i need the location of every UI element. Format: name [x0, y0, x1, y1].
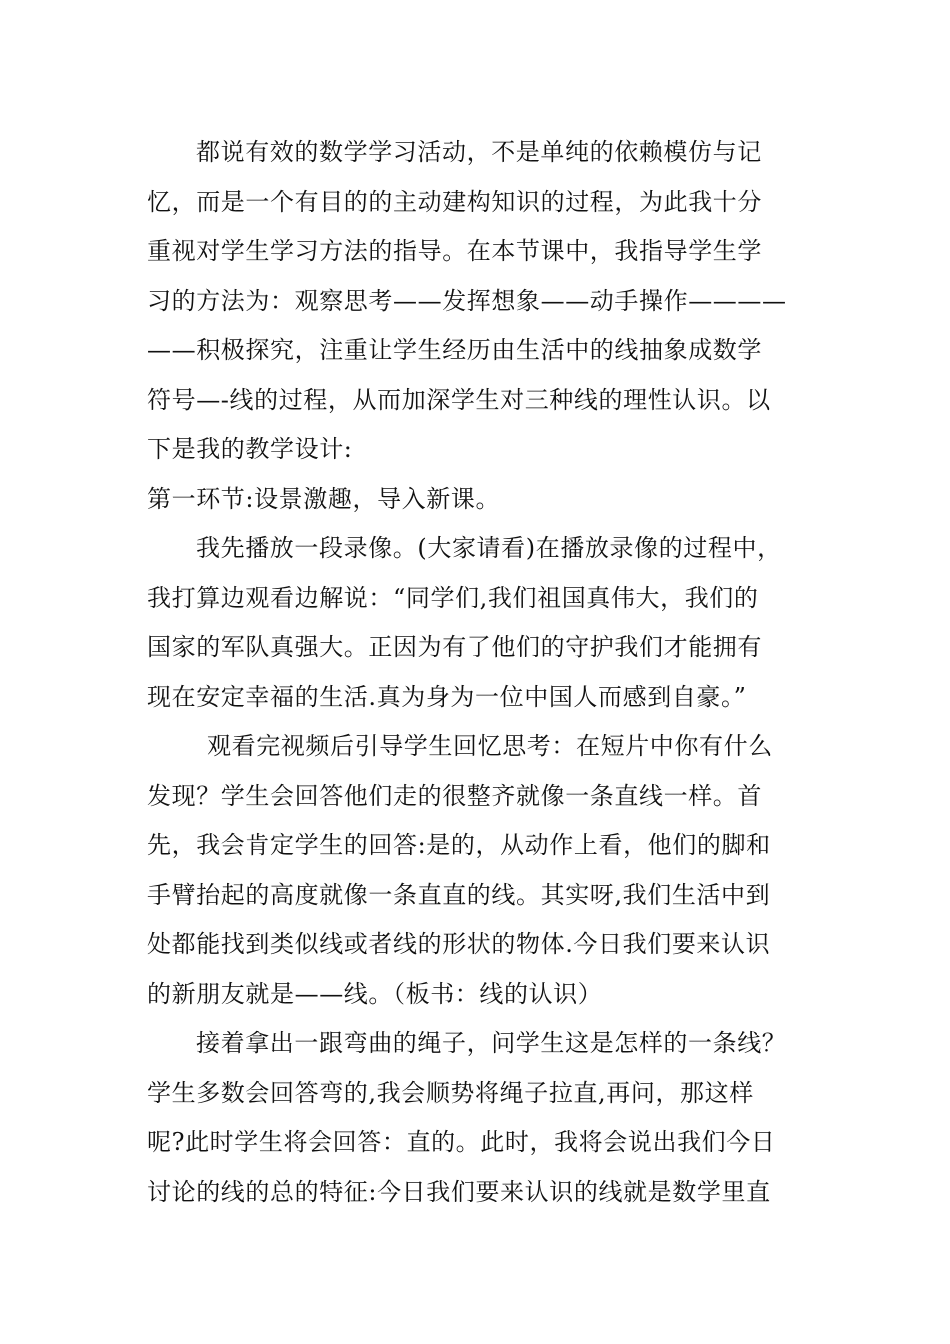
text-line: 手臂抬起的高度就像一条直直的线。其实呀,我们生活中到 [147, 880, 771, 909]
document-body [147, 128, 807, 1217]
text-line: 观看完视频后引导学生回忆思考：在短片中你有什么 [207, 732, 773, 760]
text-line: 忆，而是一个有目的的主动建构知识的过程，为此我十分 [147, 187, 762, 216]
text-line: 习的方法为：观察思考——发挥想象——动手操作———— [147, 286, 787, 315]
text-line: 讨论的线的总的特征:今日我们要来认识的线就是数学里直 [147, 1177, 771, 1206]
text-line: 先，我会肯定学生的回答:是的，从动作上看，他们的脚和 [147, 831, 771, 859]
text-line: 重视对学生学习方法的指导。在本节课中，我指导学生学 [147, 237, 762, 265]
text-line: 接着拿出一跟弯曲的绳子，问学生这是怎样的一条线？ [196, 1029, 787, 1057]
text-line: 我先播放一段录像。(大家请看)在播放录像的过程中， [196, 534, 782, 562]
text-line: 呢?此时学生将会回答：直的。此时，我将会说出我们今日 [147, 1128, 776, 1156]
text-line: 符号—-线的过程，从而加深学生对三种线的理性认识。以 [147, 385, 771, 414]
text-line: 下是我的教学设计: [147, 435, 353, 463]
text-line: 国家的军队真强大。正因为有了他们的守护我们才能拥有 [147, 633, 762, 661]
text-line: 都说有效的数学学习活动，不是单纯的依赖模仿与记 [196, 138, 762, 166]
text-line: 处都能找到类似线或者线的形状的物体.今日我们要来认识 [147, 930, 771, 958]
text-line: 的新朋友就是——线。（板书：线的认识） [147, 979, 603, 1008]
text-line: 学生多数会回答弯的,我会顺势将绳子拉直,再问，那这样 [147, 1078, 754, 1107]
text-line: 现在安定幸福的生活.真为身为一位中国人而感到自豪。” [147, 682, 747, 711]
section-heading: 第一环节:设景激趣，导入新课。 [147, 484, 501, 513]
text-line: 我打算边观看边解说：“同学们,我们祖国真伟大，我们的 [147, 583, 759, 612]
text-line: ——积极探究，注重让学生经历由生活中的线抽象成数学 [147, 336, 762, 364]
text-line: 发现？学生会回答他们走的很整齐就像一条直线一样。首 [147, 781, 762, 810]
